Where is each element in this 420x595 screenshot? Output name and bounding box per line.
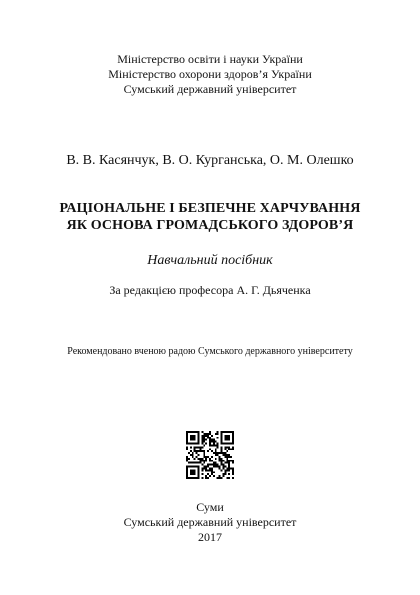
university-name: Сумський державний університет xyxy=(123,82,297,96)
book-subtitle: Навчальний посібник xyxy=(147,253,273,268)
imprint-year: 2017 xyxy=(198,530,222,544)
book-title-line-1: РАЦІОНАЛЬНЕ І БЕЗПЕЧНЕ ХАРЧУВАННЯ xyxy=(59,201,361,216)
institutions-header xyxy=(0,52,420,97)
ministry-health: Міністерство охорони здоров’я України xyxy=(108,67,312,81)
book-title xyxy=(0,200,420,234)
imprint xyxy=(0,500,420,545)
editor-line: За редакцією професора А. Г. Дьяченка xyxy=(109,283,311,297)
imprint-publisher: Сумський державний університет xyxy=(123,515,297,529)
authors: В. В. Касянчук, В. О. Курганська, О. М. Олешко xyxy=(66,153,354,168)
ministry-education: Міністерство освіти і науки України xyxy=(117,52,303,66)
book-title-line-2: ЯК ОСНОВА ГРОМАДСЬКОГО ЗДОРОВ’Я xyxy=(66,218,354,233)
recommendation-line: Рекомендовано вченою радою Сумського державного університету xyxy=(67,346,353,357)
qr-code-icon xyxy=(186,431,234,479)
imprint-city: Суми xyxy=(196,500,224,514)
